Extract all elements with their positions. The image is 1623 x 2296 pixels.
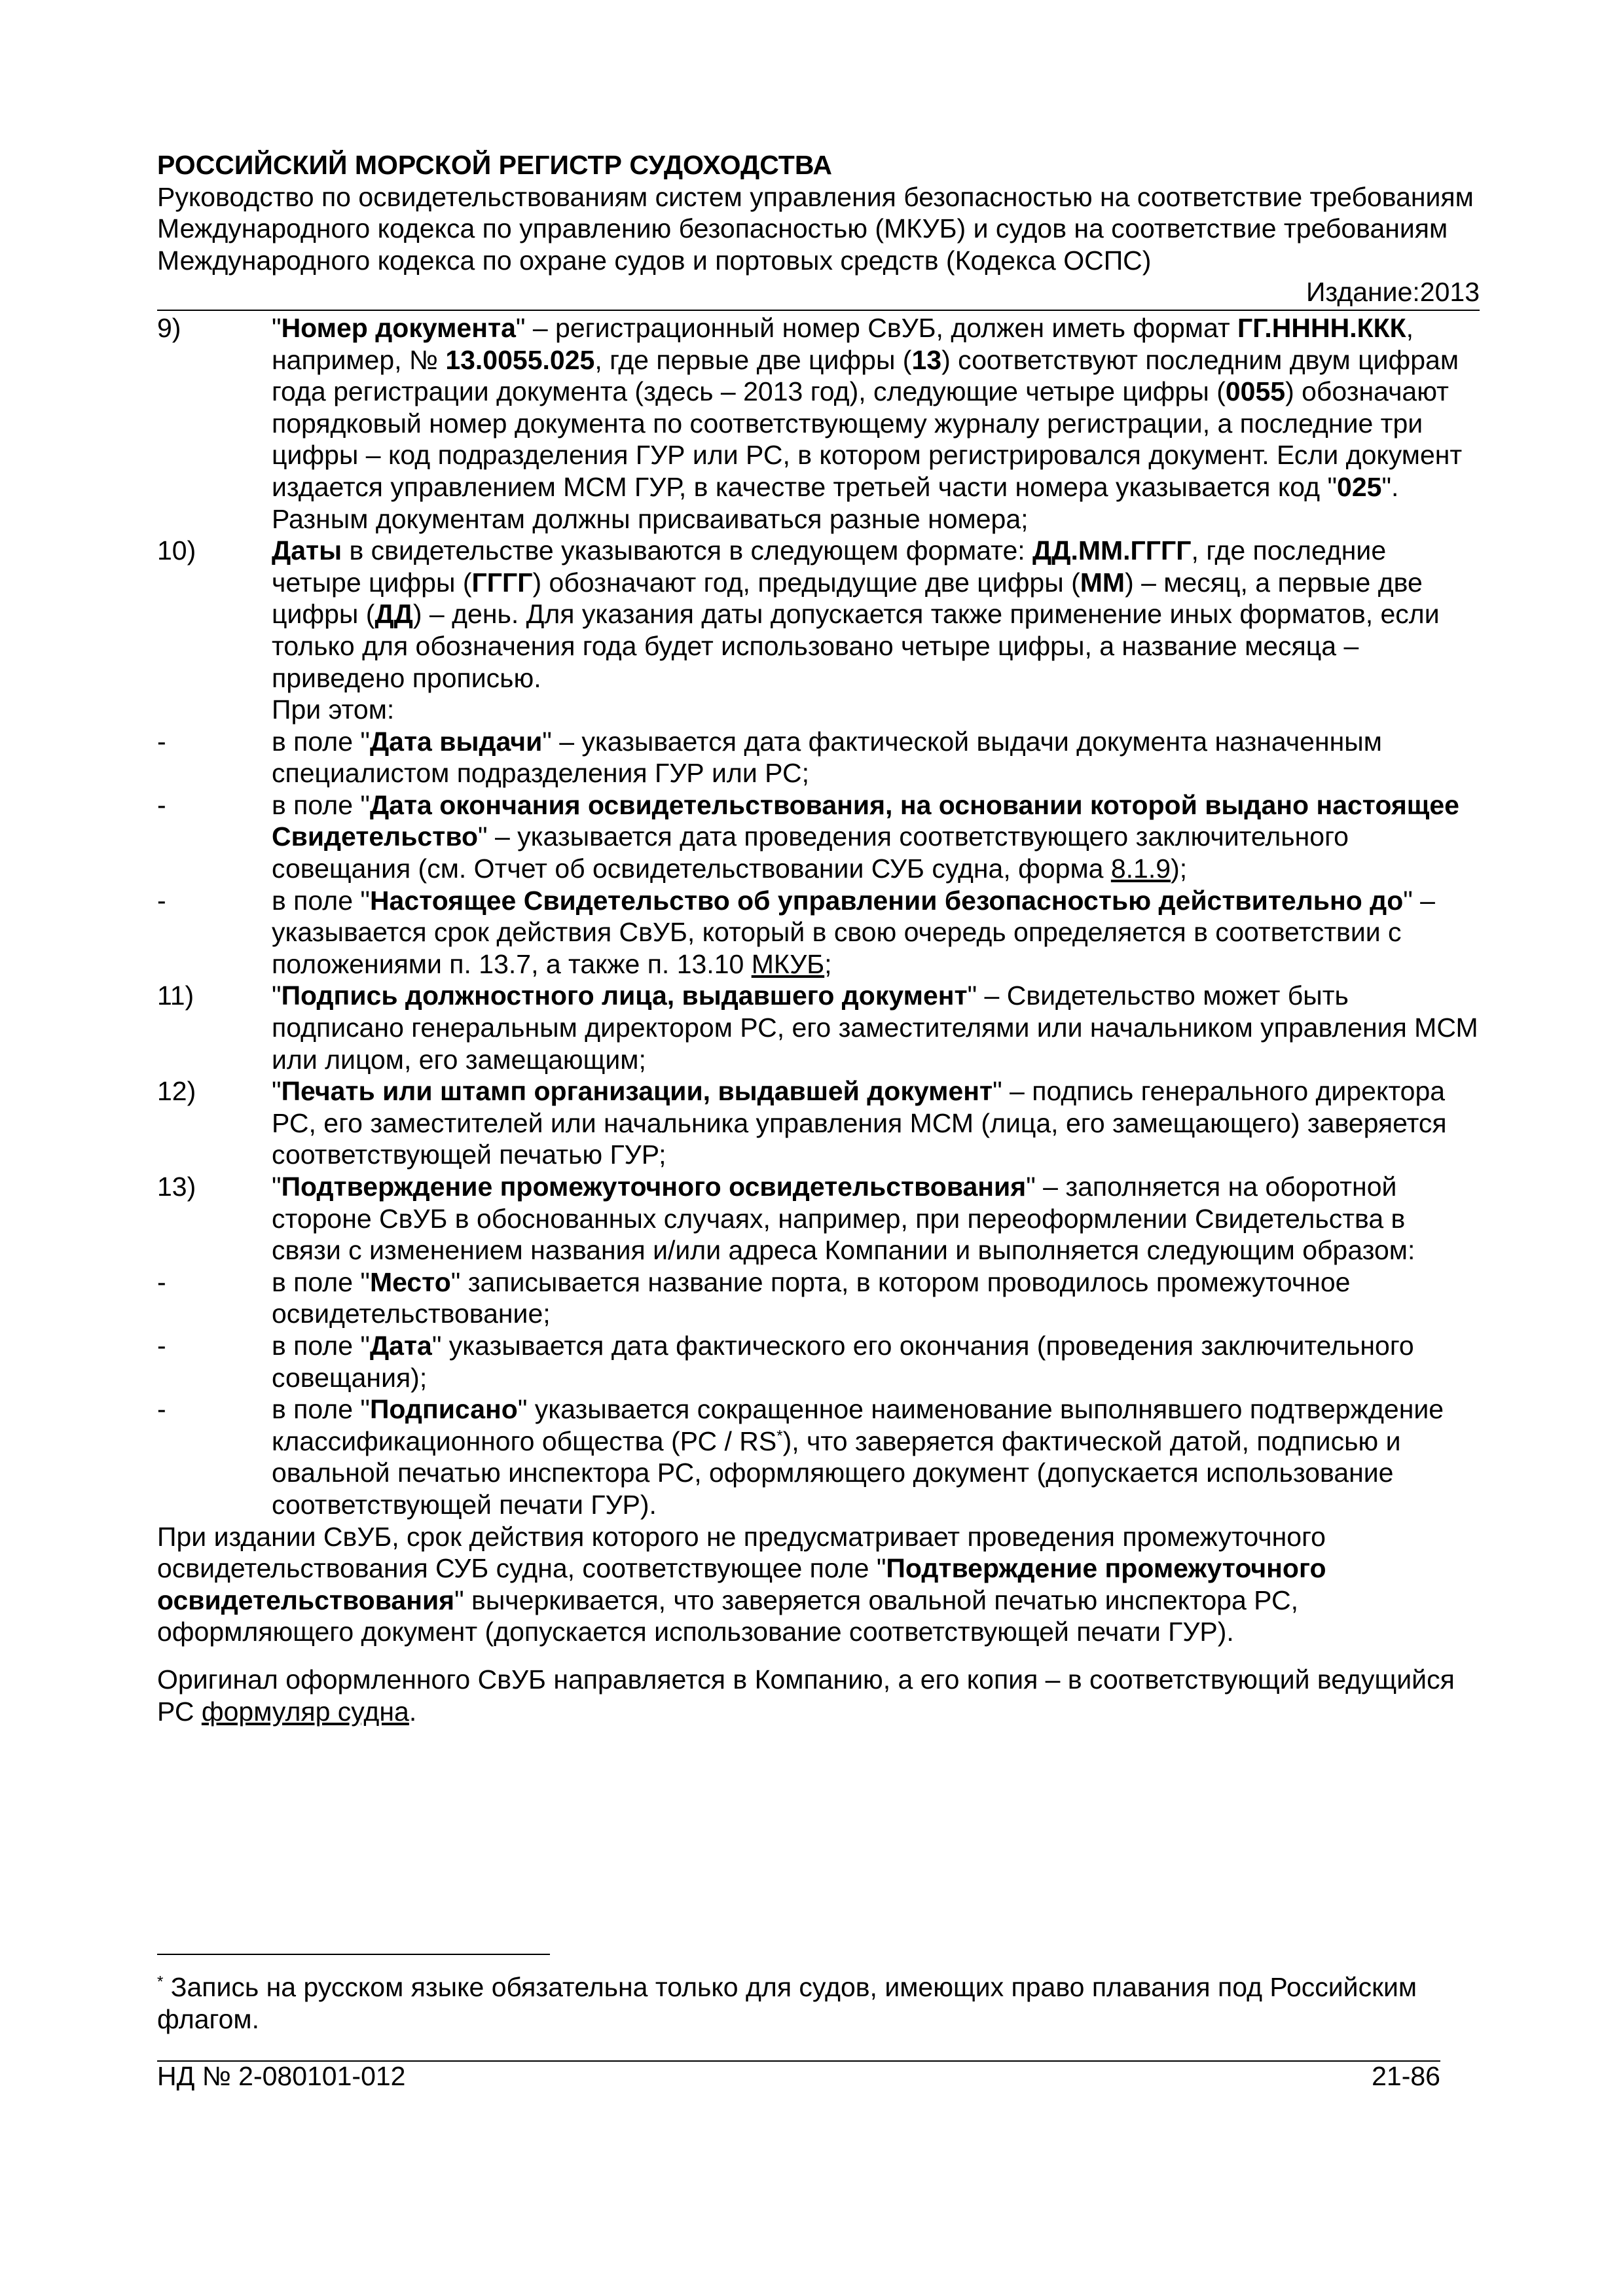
item-text: в поле "Настоящее Свидетельство об управлении безопасностью действительно до" – указывается срок действия СвУБ, который в свою очередь определяется в соответствии с положениями п. 13.7, а также п. 13.10 МКУБ;	[272, 885, 1435, 979]
list-item	[157, 1266, 1480, 1330]
item-text: в поле "Подписано" указывается сокращенное наименование выполнявшего подтверждение классификационного общества (РС / RS*), что заверяется фактической датой, подписью и овальной печатью инспектора РС, оформляющего документ (допускается использование соответствующей печати ГУР).	[272, 1394, 1444, 1520]
footnote-text: Запись на русском языке обязательна только для судов, имеющих право плавания под Российским флагом.	[157, 1972, 1417, 2034]
item-text: в поле "Дата выдачи" – указывается дата фактической выдачи документа назначенным специалистом подразделения ГУР или РС;	[272, 726, 1382, 789]
item-number: 9)	[157, 312, 181, 343]
item-text: Даты в свидетельстве указываются в следующем формате: ДД.ММ.ГГГГ, где последние четыре цифры (ГГГГ) обозначают год, предыдущие две цифры (ММ) – месяц, а первые две цифры (ДД) – день. Для указания даты допускается также применение иных форматов, если только для обозначения года будет использовано четыре цифры, а название месяца – приведено прописью. При этом:	[272, 535, 1440, 725]
item-text: в поле "Дата окончания освидетельствования, на основании которой выдано настоящее Свидетельство" – указывается дата проведения соответствующего заключительного совещания (см. Отчет об освидетельствовании СУБ судна, форма 8.1.9);	[272, 789, 1459, 884]
footnote-marker[interactable]: *	[776, 1427, 783, 1445]
edition-label: Издание:2013	[157, 276, 1480, 311]
item-number: 13)	[157, 1172, 196, 1202]
item-number: 12)	[157, 1076, 196, 1107]
item-text: "Печать или штамп организации, выдавшей документ" – подпись генерального директора РС, его заместителей или начальника управления МСМ (лица, его замещающего) заверяется соответствующей печатью ГУР;	[272, 1076, 1447, 1170]
page-content	[157, 149, 1480, 1727]
list-item	[157, 1075, 1480, 1171]
list-item	[157, 789, 1480, 885]
list-item	[157, 312, 1480, 535]
list-item	[157, 1393, 1480, 1520]
footnote	[157, 1971, 1467, 2035]
list-item	[157, 1330, 1480, 1393]
bullet-dash: -	[157, 1394, 166, 1425]
page-footer	[157, 2060, 1440, 2092]
list-item	[157, 885, 1480, 980]
page-number: 21-86	[1372, 2061, 1440, 2091]
item-text: в поле "Место" записывается название порта, в котором проводилось промежуточное освидетельствование;	[272, 1266, 1351, 1329]
document-number: НД № 2-080101-012	[157, 2061, 406, 2091]
list-item	[157, 980, 1480, 1075]
organization-title: РОССИЙСКИЙ МОРСКОЙ РЕГИСТР СУДОХОДСТВА	[157, 150, 833, 180]
bullet-dash: -	[157, 726, 166, 757]
bullet-dash: -	[157, 885, 166, 916]
bullet-dash: -	[157, 789, 166, 820]
item-text: "Подтверждение промежуточного освидетельствования" – заполняется на оборотной стороне СвУБ в обоснованных случаях, например, при переоформлении Свидетельства в связи с изменением названия и/или адреса Компании и выполняется следующим образом:	[272, 1172, 1415, 1266]
document-subtitle: Руководство по освидетельствованиям систем управления безопасностью на соответствие требованиям Международного кодекса по управлению безопасностью (МКУБ) и судов на соответствие требованиям Международного кодекса по охране судов и портовых средств (Кодекса ОСПС)	[157, 181, 1474, 276]
mkub-link[interactable]: МКУБ	[751, 948, 825, 979]
form-link[interactable]: 8.1.9	[1110, 853, 1171, 884]
ship-form-link[interactable]: формуляр судна	[201, 1696, 409, 1727]
item-text: "Подпись должностного лица, выдавшего документ" – Свидетельство может быть подписано генеральным директором РС, его заместителями или начальником управления МСМ или лицом, его замещающим;	[272, 980, 1478, 1075]
bullet-dash: -	[157, 1266, 166, 1297]
item-text: "Номер документа" – регистрационный номер СвУБ, должен иметь формат ГГ.НННН.ККК, например, № 13.0055.025, где первые две цифры (13) соответствуют последним двум цифрам года регистрации документа (здесь – 2013 год), следующие четыре цифры (0055) обозначают порядковый номер документа по соответствующему журналу регистрации, а последние три цифры – код подразделения ГУР или РС, в котором регистрировался документ. Если документ издается управлением МСМ ГУР, в качестве третьей части номера указывается код "025". Разным документам должны присваиваться разные номера;	[272, 312, 1463, 534]
item-text: в поле "Дата" указывается дата фактического его окончания (проведения заключительного совещания);	[272, 1330, 1414, 1393]
bullet-dash: -	[157, 1330, 166, 1361]
list-item	[157, 726, 1480, 789]
item-number: 11)	[157, 980, 194, 1011]
paragraph-original-copy: Оригинал оформленного СвУБ направляется в Компанию, а его копия – в соответствующий ведущийся РС формуляр судна.	[157, 1664, 1455, 1727]
footnote-mark: *	[157, 1973, 164, 1991]
footnote-divider	[157, 1954, 550, 1955]
list-item	[157, 1171, 1480, 1266]
item-number: 10)	[157, 535, 196, 566]
list-item	[157, 535, 1480, 726]
paragraph-interim-note: При издании СвУБ, срок действия которого не предусматривает проведения промежуточного освидетельствования СУБ судна, соответствующее поле "Подтверждение промежуточного освидетельствования" вычеркивается, что заверяется овальной печатью инспектора РС, оформляющего документ (допускается использование соответствующей печати ГУР).	[157, 1521, 1326, 1647]
item-list	[157, 312, 1480, 1521]
